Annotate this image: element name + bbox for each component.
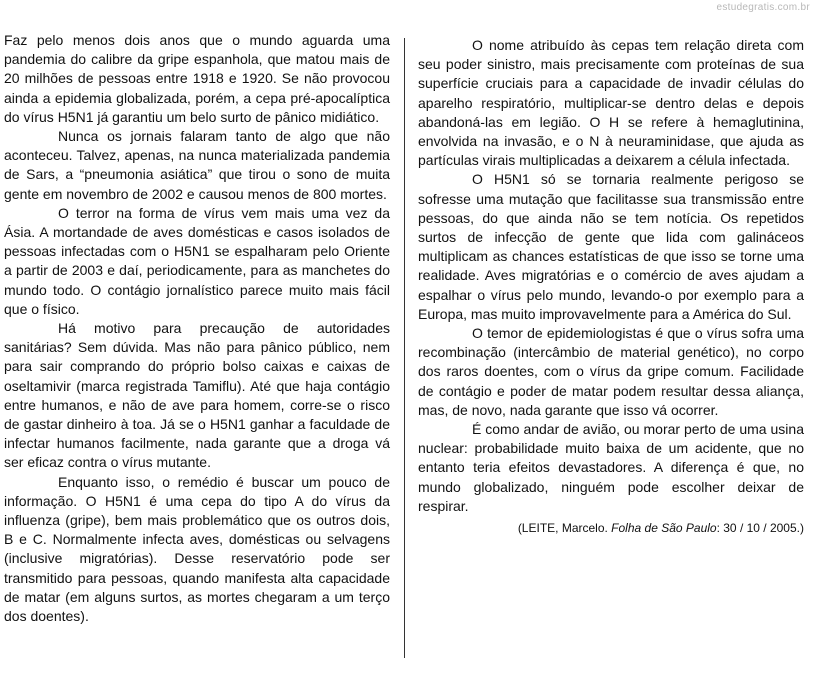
- paragraph: Nunca os jornais falaram tanto de algo que não aconteceu. Talvez, apenas, na nunca materializada pandemia de Sars, a “pneumonia asiática” que tirou o sono de muita gente em novembro de 2002 e causou menos de 800 mortes.: [4, 128, 390, 202]
- site-watermark: estudegratis.com.br: [716, 2, 810, 13]
- paragraph: Há motivo para precaução de autoridades sanitárias? Sem dúvida. Mas não para pânico público, nem para sair comprando do próprio bolso caixas e caixas de oseltamivir (marca registrada Tamiflu). Até que haja contágio entre humanos, e não de ave para homem, corre-se o risco de gastar dinheiro à toa. Já se o H5N1 ganhar a faculdade de infectar humanos facilmente, nada garante que a droga vá ser eficaz contra o vírus mutante.: [4, 320, 390, 471]
- citation-prefix: (LEITE, Marcelo.: [517, 521, 612, 536]
- citation: [418, 520, 804, 536]
- paragraph: O nome atribuído às cepas tem relação direta com seu poder sinistro, mais precisamente com proteínas de sua superfície cruciais para a capacidade de invadir células do aparelho respiratório, multiplicar-se dentro delas e depois abandoná-las em legião. O H se refere à hemaglutinina, envolvida na invasão, e o N à neuraminidase, que ajuda as partículas virais multiplicadas a deixarem a célula infectada.: [418, 37, 804, 169]
- paragraph: Enquanto isso, o remédio é buscar um pouco de informação. O H5N1 é uma cepa do tipo A do vírus da influenza (gripe), bem mais problemático que os outros dois, B e C. Normalmente infecta aves, domésticas ou selvagens (inclusive migratórias). Desse reservatório pode ser transmitido para pessoas, quando manifesta alta capacidade de matar (em alguns surtos, as mortes chegaram a um terço dos doentes).: [4, 473, 390, 625]
- right-column: [418, 36, 804, 536]
- paragraph: Faz pelo menos dois anos que o mundo aguarda uma pandemia do calibre da gripe espanhola, que matou mais de 20 milhões de pessoas entre 1918 e 1920. Se não provocou ainda a epidemia globalizada, porém, a cepa pré-apocalíptica do vírus H5N1 já garantiu um belo surto de pânico midiático.: [4, 32, 390, 125]
- paragraph: O H5N1 só se tornaria realmente perigoso se sofresse uma mutação que facilitasse sua transmissão entre pessoas, do que ainda não se tem notícia. Os repetidos surtos de infecção de gente que lida com galináceos multiplicam as chances estatísticas de que isso se torne uma realidade. Aves migratórias e o comércio de aves ajudam a espalhar o vírus pelo mundo, levando-o por exemplo para a Europa, mas muito improvavelmente para a América do Sul.: [418, 171, 804, 322]
- paragraph: O temor de epidemiologistas é que o vírus sofra uma recombinação (intercâmbio de material genético), no corpo dos raros doentes, com o vírus da gripe comum. Facilidade de contágio e poder de matar podem resultar dessa aliança, mas, de novo, nada garante que isso vá ocorrer.: [418, 325, 804, 418]
- paragraph: É como andar de avião, ou morar perto de uma usina nuclear: probabilidade muito baixa de um acidente, que no entanto teria efeitos devastadores. A diferença é que, no mundo globalizado, ninguém pode escolher deixar de respirar.: [418, 421, 804, 514]
- citation-source: Folha de São Paulo: [611, 521, 717, 536]
- left-column: [4, 31, 390, 626]
- column-divider: [404, 38, 405, 658]
- paragraph: O terror na forma de vírus vem mais uma vez da Ásia. A mortandade de aves domésticas e casos isolados de pessoas infectadas com o H5N1 se espalharam pelo Oriente a partir de 2003 e daí, periodicamente, para as manchetes do mundo todo. O contágio jornalístico parece muito mais fácil que o físico.: [4, 204, 390, 317]
- citation-suffix: : 30 / 10 / 2005.): [716, 521, 804, 536]
